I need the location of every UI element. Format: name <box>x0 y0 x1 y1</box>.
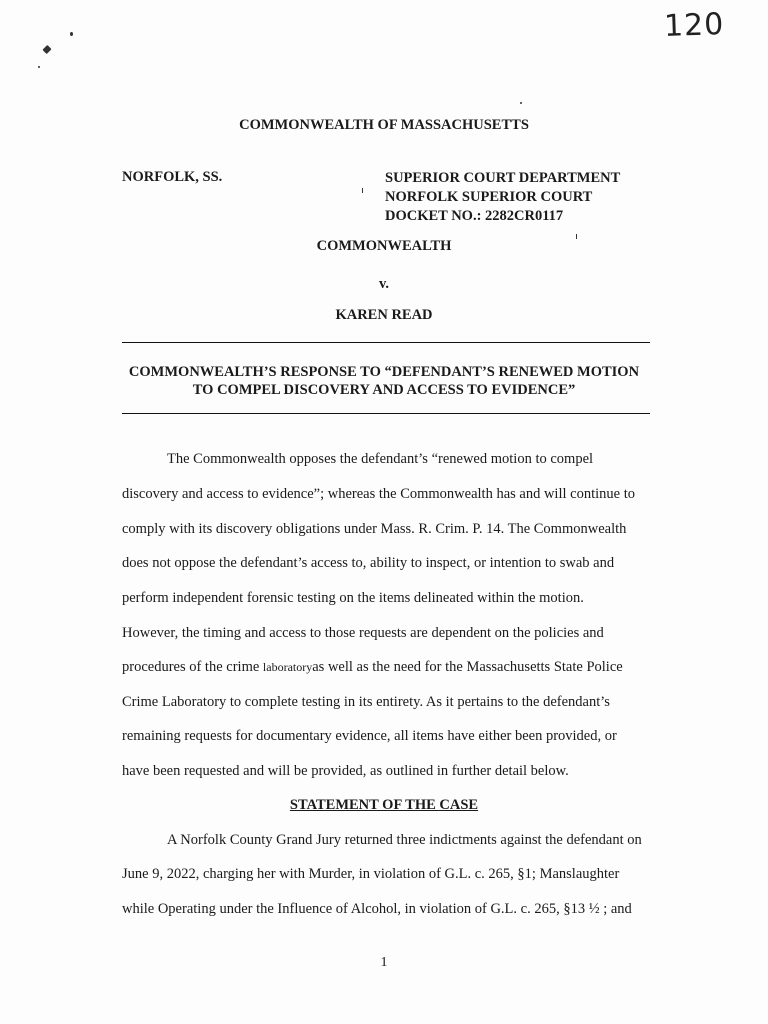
body-text-fragment: as well as the need for the Massachusetts State Police <box>312 659 623 675</box>
document-title <box>100 363 668 399</box>
body-line: A Norfolk County Grand Jury returned three indictments against the defendant on <box>167 832 642 848</box>
statement-heading <box>0 797 768 814</box>
caption-defendant: KAREN READ <box>335 307 433 323</box>
body-line: remaining requests for documentary evidence, all items have either been provided, or <box>122 728 617 744</box>
body-text-fragment: laboratory <box>262 660 313 674</box>
page-number: 1 <box>380 955 388 970</box>
body-line: comply with its discovery obligations under Mass. R. Crim. P. 14. The Commonwealth <box>122 521 627 537</box>
body-line <box>122 659 623 676</box>
body-line: does not oppose the defendant’s access to, ability to inspect, or intention to swab and <box>122 555 615 571</box>
title-line-2: TO COMPEL DISCOVERY AND ACCESS TO EVIDENCE” <box>192 382 576 398</box>
scan-speck <box>520 102 522 104</box>
title-bottom-rule <box>122 413 650 414</box>
body-line: Crime Laboratory to complete testing in its entirety. As it pertains to the defendant’s <box>122 694 610 710</box>
scan-speck <box>38 66 40 68</box>
body-line: discovery and access to evidence”; whereas the Commonwealth has and will continue to <box>122 486 635 502</box>
body-line: have been requested and will be provided, as outlined in further detail below. <box>122 763 569 779</box>
court-department: SUPERIOR COURT DEPARTMENT <box>385 170 621 186</box>
title-line-1: COMMONWEALTH’S RESPONSE TO “DEFENDANT’S RENEWED MOTION <box>128 364 640 380</box>
body-line: while Operating under the Influence of Alcohol, in violation of G.L. c. 265, §13 ½ ; and <box>122 901 632 917</box>
title-top-rule <box>122 342 650 343</box>
court-name: NORFOLK SUPERIOR COURT <box>385 189 593 205</box>
scan-speck <box>42 45 51 54</box>
body-text-fragment: procedures of the crime <box>122 659 263 675</box>
scan-speck <box>362 188 363 193</box>
handwritten-page-number: 120 <box>663 6 725 45</box>
court-block <box>385 169 620 226</box>
body-line: June 9, 2022, charging her with Murder, in violation of G.L. c. 265, §1; Manslaughter <box>122 866 620 882</box>
scan-speck <box>70 32 73 36</box>
caption-versus: v. <box>378 276 390 292</box>
caption-plaintiff: COMMONWEALTH <box>316 238 452 254</box>
body-line: perform independent forensic testing on the items delineated within the motion. <box>122 590 584 606</box>
docket-number: DOCKET NO.: 2282CR0117 <box>385 208 564 224</box>
statement-heading-text: STATEMENT OF THE CASE <box>289 797 479 813</box>
commonwealth-heading: COMMONWEALTH OF MASSACHUSETTS <box>239 117 529 133</box>
body-line: The Commonwealth opposes the defendant’s “renewed motion to compel <box>167 451 594 467</box>
body-line: However, the timing and access to those requests are dependent on the policies and <box>122 625 604 641</box>
county-label: NORFOLK, SS. <box>122 169 223 185</box>
